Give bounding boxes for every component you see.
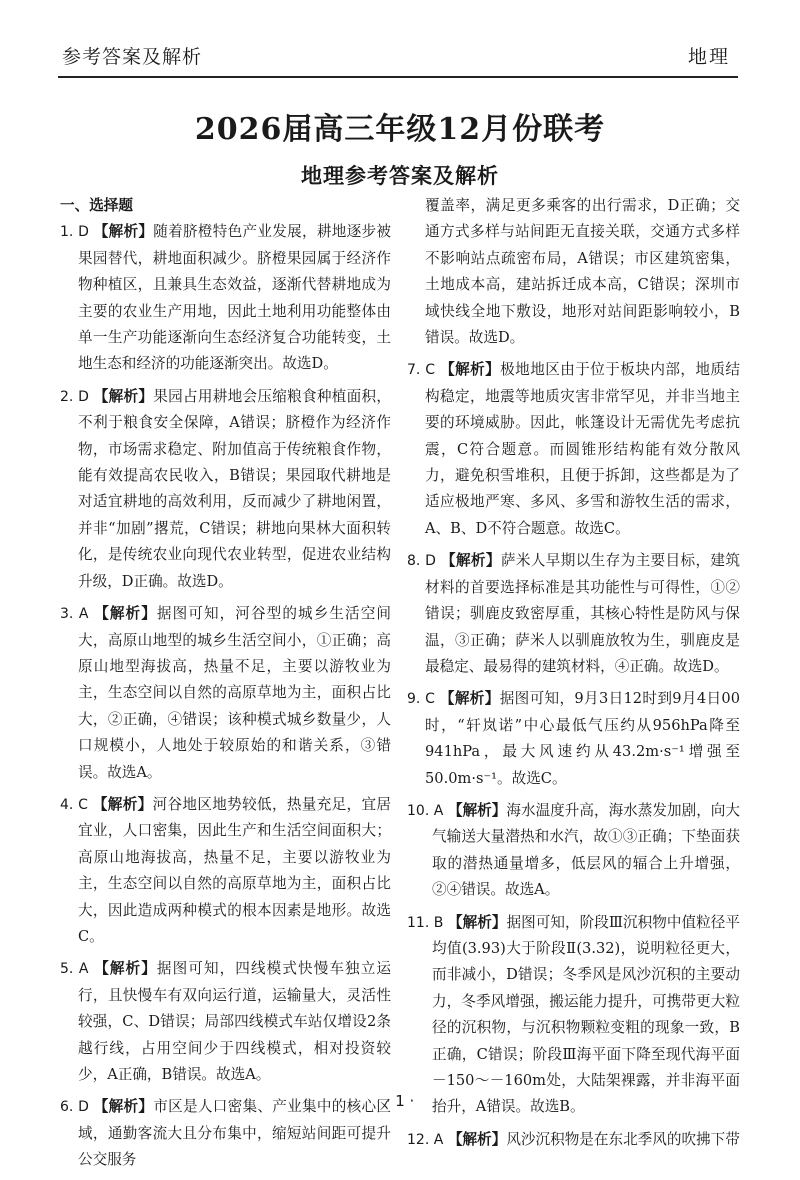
answer-text: 海水温度升高，海水蒸发加剧，向大气输送大量潜热和水汽，故①③正确；下垫面获取的潜热通量增多，低层风的辐合上升增强，②④错误。故选A。 bbox=[432, 801, 740, 899]
answer-number: 11. B bbox=[407, 914, 444, 931]
answer-text: 市区是人口密集、产业集中的核心区域，通勤客流大且分布集中，缩短站间距可提升公交服务 bbox=[78, 1098, 391, 1169]
answer-number: 7. C bbox=[407, 362, 436, 379]
analysis-tag: 【解析】 bbox=[92, 795, 153, 813]
answer-item bbox=[60, 792, 391, 950]
page-title: 2026届高三年级12月份联考 bbox=[194, 112, 606, 147]
answer-continuation: 覆盖率，满足更多乘客的出行需求，D正确；交通方式多样与站间距无直接关联，交通方式多样不影响站点疏密布局，A错误；市区建筑密集，土地成本高，建站拆迁成本高，C错误；深圳市域快线全地下敷设，地形对站间距影响较小，B错误。故选D。 bbox=[425, 197, 740, 347]
answer-text: 萨米人早期以生存为主要目标，建筑材料的首要选择标准是其功能性与可得性，①②错误；驯鹿皮致密厚重，其核心特性是防风与保温，③正确；萨米人以驯鹿放牧为生，驯鹿皮是最稳定、最易得的建筑材料，④正确。故选D。 bbox=[425, 552, 740, 675]
answer-number: 4. C bbox=[60, 796, 88, 813]
answer-number: 5. A bbox=[60, 961, 89, 978]
header-divider bbox=[58, 76, 738, 78]
answer-number: 3. A bbox=[60, 606, 89, 623]
page-subtitle: 地理参考答案及解析 bbox=[301, 163, 499, 188]
right-answer-list bbox=[407, 357, 740, 1153]
answer-number: 9. C bbox=[407, 691, 435, 708]
answer-item bbox=[407, 910, 740, 1121]
header-subject: 地理 bbox=[687, 46, 730, 68]
answer-text: 据图可知，9月3日12时到9月4日00时，“轩岚诺”中心最低气压约从956hPa降至941hPa，最大风速约从43.2m·s⁻¹增强至50.0m·s⁻¹。故选C。 bbox=[425, 690, 740, 787]
answer-item bbox=[60, 219, 391, 377]
answer-item bbox=[60, 601, 391, 786]
analysis-tag: 【解析】 bbox=[448, 913, 507, 931]
answer-text: 据图可知，河谷型的城乡生活空间大，高原山地型的城乡生活空间小，①正确；高原山地型海拔高，热量不足，主要以游牧业为主，生态空间以自然的高原草地为主，面积占比大，②正确，④错误；该种模式城乡数量少，人口规模小，人地处于较原始的和谐关系，③错误。故选A。 bbox=[78, 605, 391, 781]
left-column bbox=[60, 193, 391, 1180]
answer-text: 河谷地区地势较低，热量充足，宜居宜业，人口密集，因此生产和生活空间面积大；高原山地海拔高，热量不足，主要以游牧业为主，生态空间以自然的高原草地为主，面积占比大，因此造成两种模式的根本因素是地形。故选C。 bbox=[78, 795, 391, 945]
answer-number: 6. D bbox=[60, 1099, 89, 1116]
answer-item bbox=[60, 384, 391, 595]
answer-number: 10. A bbox=[407, 802, 444, 819]
analysis-tag: 【解析】 bbox=[93, 223, 154, 241]
answer-text: 据图可知，四线模式快慢车独立运行，且快慢车有双向运行道，运输量大，灵活性较强，C、D错误；局部四线模式车站仅增设2条越行线，占用空间少于四线模式，相对投资较少，A正确，B错误。故选A。 bbox=[78, 960, 391, 1083]
answer-text: 风沙沉积物是在东北季风的吹拂下带 bbox=[506, 1130, 740, 1148]
analysis-tag: 【解析】 bbox=[447, 801, 507, 819]
answer-item bbox=[60, 956, 391, 1088]
answer-number: 2. D bbox=[60, 388, 89, 405]
header-left-title: 参考答案及解析 bbox=[62, 46, 203, 68]
answer-number: 1. D bbox=[60, 224, 89, 241]
left-answer-list bbox=[60, 219, 391, 1173]
answer-text: 果园占用耕地会压缩粮食种植面积，不利于粮食安全保障，A错误；脐橙作为经济作物，市场需求稳定、附加值高于传统粮食作物，能有效提高农民收入，B错误；果园取代耕地是对适宜耕地的高效利用，反而减少了耕地闲置，并非“加剧”撂荒，C错误；耕地向果林大面积转化，是传统农业向现代农业转型，促进农业结构升级，D正确。故选D。 bbox=[78, 387, 391, 590]
analysis-tag: 【解析】 bbox=[93, 387, 154, 405]
analysis-tag: 【解析】 bbox=[439, 690, 500, 708]
analysis-tag: 【解析】 bbox=[447, 1130, 507, 1148]
right-column bbox=[407, 193, 740, 1159]
analysis-tag: 【解析】 bbox=[94, 605, 157, 623]
answer-item bbox=[407, 357, 740, 542]
section-heading: 一、选择题 bbox=[60, 197, 133, 214]
analysis-tag: 【解析】 bbox=[94, 960, 157, 978]
analysis-tag: 【解析】 bbox=[440, 552, 501, 570]
answer-item bbox=[407, 1127, 740, 1153]
analysis-tag: 【解析】 bbox=[93, 1098, 154, 1116]
analysis-tag: 【解析】 bbox=[440, 361, 501, 379]
answer-item bbox=[407, 686, 740, 792]
answer-text: 随着脐橙特色产业发展，耕地逐步被果园替代，耕地面积减少。脐橙果园属于经济作物种植区，且兼具生态效益，逐渐代替耕地成为主要的农业生产用地，因此土地利用功能整体由单一生产功能逐渐向生态经济复合功能转变，土地生态和经济的功能逐渐突出。故选D。 bbox=[78, 223, 391, 373]
answer-number: 8. D bbox=[407, 553, 436, 570]
answer-text: 极地地区由于位于板块内部，地质结构稳定，地震等地质灾害非常罕见，并非当地主要的环境威胁。因此，帐篷设计无需优先考虑抗震，C符合题意。而圆锥形结构能有效分散风力，避免积雪堆积，且便于拆卸，这些都是为了适应极地严寒、多风、多雪和游牧生活的需求，A、B、D不符合题意。故选C。 bbox=[425, 361, 740, 537]
answer-text: 据图可知，阶段Ⅲ沉积物中值粒径平均值(3.93)大于阶段Ⅱ(3.32)，说明粒径更大，而非减小，D错误；冬季风是风沙沉积的主要动力，冬季风增强，搬运能力提升，可携带更大粒径的沉积物，与沉积物颗粒变粗的现象一致，B正确，C错误；阶段Ⅲ海平面下降至现代海平面－150～－160m处，大陆架裸露，并非海平面抬升，A错误。故选B。 bbox=[432, 913, 740, 1116]
answer-item bbox=[407, 798, 740, 904]
answer-number: 12. A bbox=[407, 1131, 444, 1148]
answer-item bbox=[407, 548, 740, 680]
page-number: · 1 · bbox=[385, 1092, 415, 1110]
